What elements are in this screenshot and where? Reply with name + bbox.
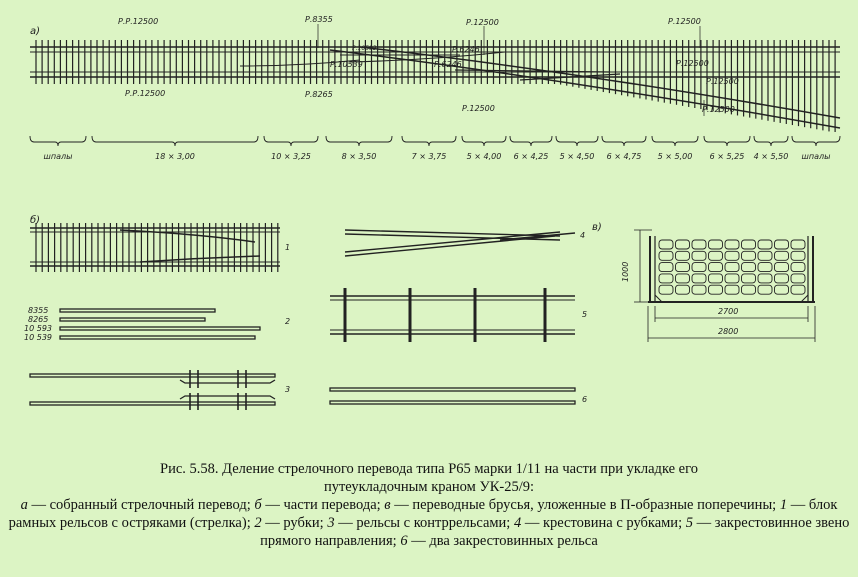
caption-title: Рис. 5.58. Деление стрелочного перевода типа Р65 марки 1/11 на части при укладке его <box>160 461 698 477</box>
panel-label-a: а) <box>30 26 41 37</box>
segment-label: 8 × 3,50 <box>341 152 377 161</box>
legend-text: — переводные брусья, уложенные в П-образные поперечины; <box>390 497 780 513</box>
segment-label: 6 × 5,25 <box>709 152 745 161</box>
dimension-labels <box>621 262 738 336</box>
item-number-5: 5 <box>582 310 588 319</box>
item-numbers <box>285 231 587 404</box>
legend-key: а <box>20 497 28 513</box>
segment-label: 6 × 4,25 <box>513 152 549 161</box>
legend-key: 4 <box>513 515 522 531</box>
item-number-4: 4 <box>580 231 586 240</box>
segment-label: 6 × 4,75 <box>606 152 642 161</box>
legend-text: — рубки; <box>261 515 328 531</box>
panel-label-v: в) <box>592 222 602 233</box>
radius-6246-a: Р.6246 <box>452 45 480 54</box>
item-number-3: 3 <box>285 385 291 394</box>
segment-braces <box>30 136 840 146</box>
legend-text: — части перевода; <box>261 497 385 513</box>
dim-width-inner: 2700 <box>718 307 739 316</box>
legend-text: — закрестовинное звено прямого направления; <box>260 515 850 549</box>
radius-12500-e: Р.12500 <box>706 77 739 86</box>
radius-10539: Р.10539 <box>330 60 363 69</box>
legend-key: 2 <box>254 515 262 531</box>
segment-label: шпалы <box>801 152 831 161</box>
item-number-6: 6 <box>582 395 588 404</box>
legend-key: б <box>254 497 262 513</box>
sleepers-a <box>36 40 835 132</box>
segment-label: 7 × 3,75 <box>411 152 447 161</box>
sleeper-frame <box>634 230 815 342</box>
radius-12500-a: Р.12500 <box>466 18 499 27</box>
segment-labels <box>44 152 831 161</box>
switch-block <box>30 223 280 272</box>
radius-8355: Р.8355 <box>305 15 333 24</box>
rail-length-1: 8355 <box>28 306 49 315</box>
radius-pp-top: Р.Р.12500 <box>118 17 159 26</box>
rail-length-2: 8265 <box>28 315 49 324</box>
item-number-1: 1 <box>285 243 291 252</box>
rails-with-guard-rails <box>30 370 275 410</box>
legend-text: — крестовина с рубками; <box>521 515 686 531</box>
radius-12500-c: Р.12500 <box>668 17 701 26</box>
segment-label: шпалы <box>43 152 73 161</box>
caption-legend <box>0 496 858 550</box>
radius-12500-f: Р.12500 <box>702 105 735 114</box>
segment-label: 5 × 4,50 <box>559 152 595 161</box>
two-rails <box>330 388 575 404</box>
straight-link <box>330 288 575 342</box>
radius-10593: Р.10593 <box>352 45 377 52</box>
segment-label: 5 × 4,00 <box>466 152 502 161</box>
segment-label: 10 × 3,25 <box>271 152 311 161</box>
dim-height: 1000 <box>621 261 630 282</box>
radius-12500-d: Р.12500 <box>676 59 709 68</box>
rail-length-4: 10 539 <box>24 333 52 342</box>
legend-text: — блок рамных рельсов с остряками (стрелка); <box>8 497 838 531</box>
legend-key: в <box>384 497 391 513</box>
legend-key: 6 <box>400 533 408 549</box>
legend-text: — собранный стрелочный перевод; <box>27 497 255 513</box>
frog-with-rails <box>345 230 575 256</box>
panel-label-b: б) <box>30 215 41 226</box>
dim-width-outer: 2800 <box>718 327 739 336</box>
item-number-2: 2 <box>285 317 291 326</box>
segment-label: 18 × 3,00 <box>155 152 195 161</box>
radius-8265: Р.8265 <box>305 90 333 99</box>
cut-rails <box>60 309 260 339</box>
legend-key: 1 <box>779 497 788 513</box>
figure-caption <box>0 460 858 550</box>
caption-title-cont: путеукладочным краном УК-25/9: <box>323 479 535 495</box>
segment-label: 4 × 5,50 <box>753 152 789 161</box>
legend-key: 3 <box>327 515 335 531</box>
segment-label: 5 × 5,00 <box>657 152 693 161</box>
legend-key: 5 <box>685 515 693 531</box>
rail-length-labels <box>24 306 52 342</box>
radius-12500-b: Р.12500 <box>462 104 495 113</box>
legend-text: — два закрестовинных рельса <box>407 533 598 549</box>
radius-pp-bottom: Р.Р.12500 <box>125 89 166 98</box>
radius-6246-b: Р.6246 <box>434 60 462 69</box>
rail-length-3: 10 593 <box>24 324 52 333</box>
legend-text: — рельсы с контррельсами; <box>334 515 514 531</box>
